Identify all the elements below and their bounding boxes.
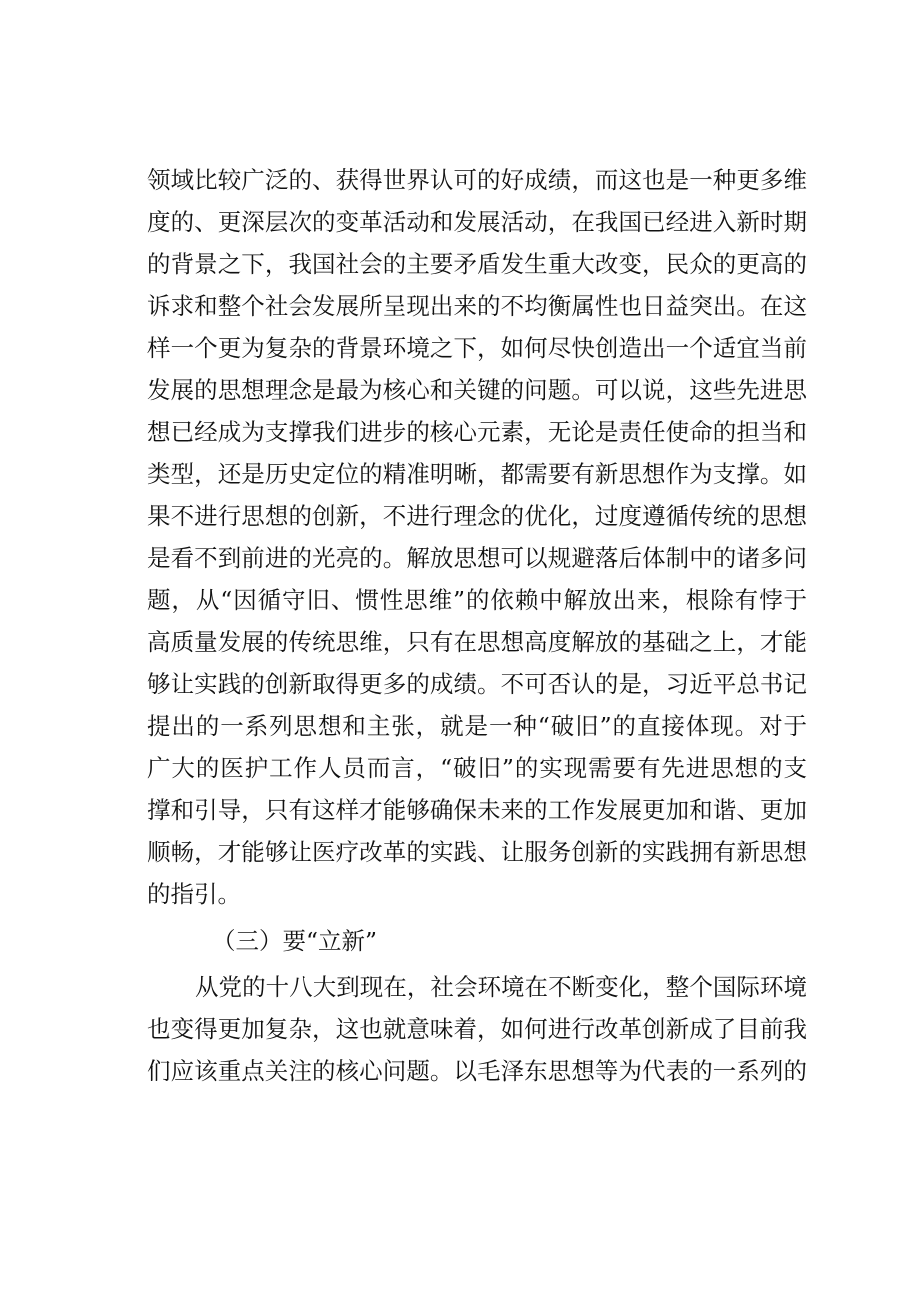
body-text-line: 题，从“因循守旧、惯性思维”的依赖中解放出来，根除有悖于 <box>147 586 807 614</box>
body-text-line: 提出的一系列思想和主张，就是一种“破旧”的直接体现。对于 <box>147 712 807 740</box>
body-text-line: 高质量发展的传统思维，只有在思想高度解放的基础之上，才能 <box>147 628 807 656</box>
body-text-line: 从党的十八大到现在，社会环境在不断变化，整个国际环境 <box>195 973 807 1001</box>
body-text-line: 样一个更为复杂的背景环境之下，如何尽快创造出一个适宜当前 <box>147 334 807 362</box>
section-heading: （三）要“立新” <box>212 927 378 955</box>
body-text-line: 够让实践的创新取得更多的成绩。不可否认的是，习近平总书记 <box>147 670 807 698</box>
body-text-line: 顺畅，才能够让医疗改革的实践、让服务创新的实践拥有新思想 <box>147 838 807 866</box>
body-text-line: 类型，还是历史定位的精准明晰，都需要有新思想作为支撑。如 <box>147 460 807 488</box>
body-text-line: 撑和引导，只有这样才能够确保未来的工作发展更加和谐、更加 <box>147 796 807 824</box>
body-text-line: 度的、更深层次的变革活动和发展活动，在我国已经进入新时期 <box>147 208 807 236</box>
body-text-line: 广大的医护工作人员而言，“破旧”的实现需要有先进思想的支 <box>147 754 807 782</box>
body-text-line: 是看不到前进的光亮的。解放思想可以规避落后体制中的诸多问 <box>147 544 807 572</box>
body-text-line: 果不进行思想的创新，不进行理念的优化，过度遵循传统的思想 <box>147 502 807 530</box>
body-text-line: 们应该重点关注的核心问题。以毛泽东思想等为代表的一系列的 <box>147 1057 807 1085</box>
body-text-line: 的背景之下，我国社会的主要矛盾发生重大改变，民众的更高的 <box>147 250 807 278</box>
body-text-line: 也变得更加复杂，这也就意味着，如何进行改革创新成了目前我 <box>147 1015 807 1043</box>
body-text-line: 发展的思想理念是最为核心和关键的问题。可以说，这些先进思 <box>147 376 807 404</box>
body-text-line: 的指引。 <box>147 880 241 908</box>
body-text-line: 诉求和整个社会发展所呈现出来的不均衡属性也日益突出。在这 <box>147 292 807 320</box>
body-text-line: 想已经成为支撑我们进步的核心元素，无论是责任使命的担当和 <box>147 418 807 446</box>
body-text-line: 领域比较广泛的、获得世界认可的好成绩，而这也是一种更多维 <box>147 166 807 194</box>
